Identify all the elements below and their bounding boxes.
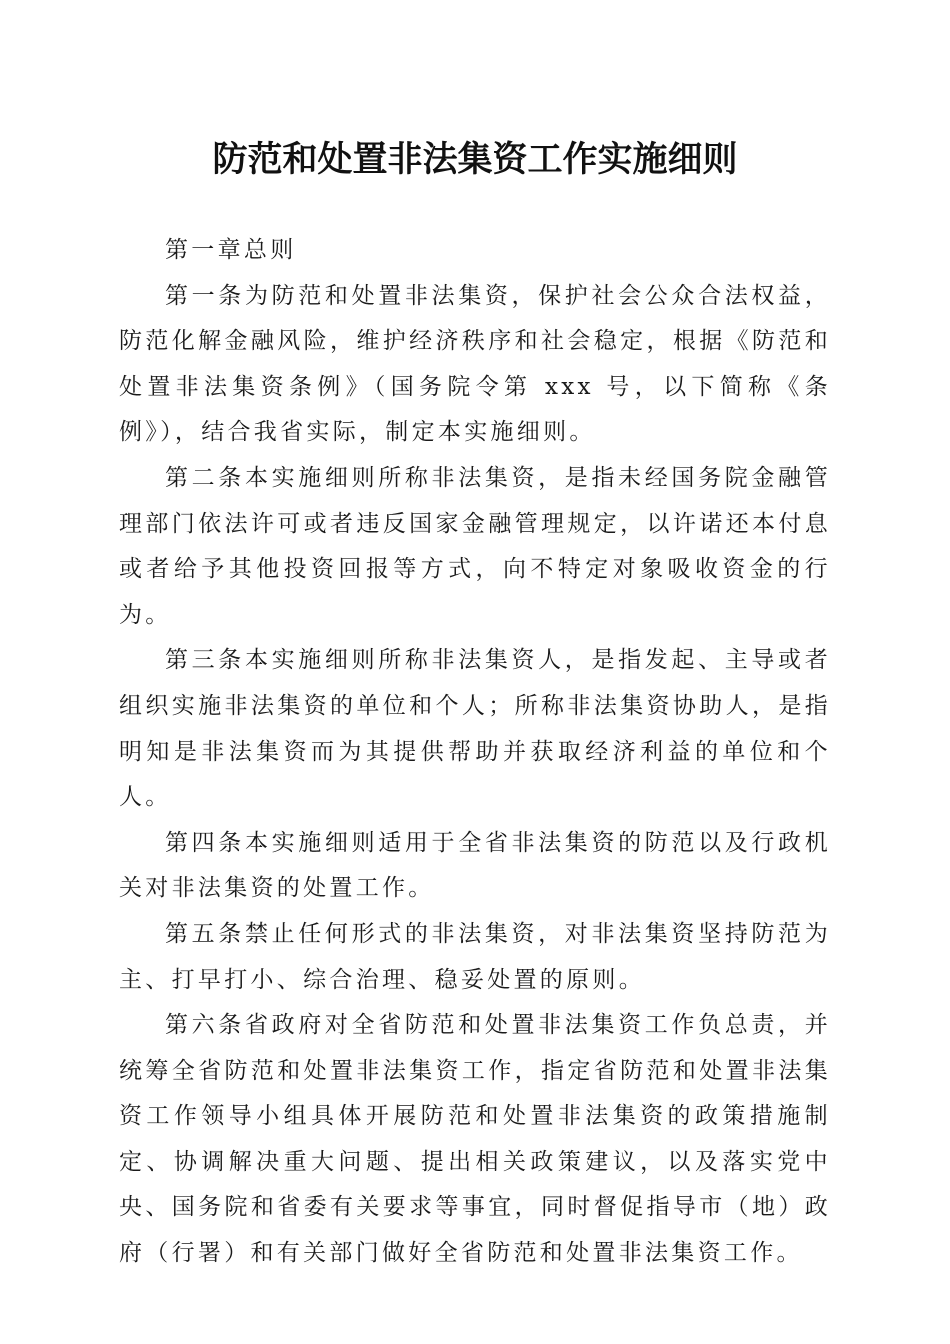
chapter-heading: 第一章总则 (165, 237, 297, 263)
document-title: 防范和处置非法集资工作实施细则 (212, 139, 738, 180)
article-4: 第四条本实施细则适用于全省非法集资的防范以及行政机关对非法集资的处置工作。 (119, 829, 831, 902)
article-5: 第五条禁止任何形式的非法集资，对非法集资坚持防范为主、打早打小、综合治理、稳妥处置的原则。 (119, 920, 831, 993)
article-1: 第一条为防范和处置非法集资，保护社会公众合法权益，防范化解金融风险，维护经济秩序和社会稳定，根据《防范和处置非法集资条例》（国务院令第 xxx 号，以下简称《条例》），结合我省实际，制定本实施细则。 (119, 282, 831, 446)
article-6: 第六条省政府对全省防范和处置非法集资工作负总责，并统筹全省防范和处置非法集资工作，指定省防范和处置非法集资工作领导小组具体开展防范和处置非法集资的政策措施制定、协调解决重大问题、提出相关政策建议，以及落实党中央、国务院和省委有关要求等事宜，同时督促指导市（地）政府（行署）和有关部门做好全省防范和处置非法集资工作。 (119, 1012, 831, 1267)
article-2: 第二条本实施细则所称非法集资，是指未经国务院金融管理部门依法许可或者违反国家金融管理规定，以许诺还本付息或者给予其他投资回报等方式，向不特定对象吸收资金的行为。 (119, 464, 831, 628)
article-3: 第三条本实施细则所称非法集资人，是指发起、主导或者组织实施非法集资的单位和个人；所称非法集资协助人，是指明知是非法集资而为其提供帮助并获取经济利益的单位和个人。 (119, 647, 831, 811)
document-body (119, 228, 831, 1277)
